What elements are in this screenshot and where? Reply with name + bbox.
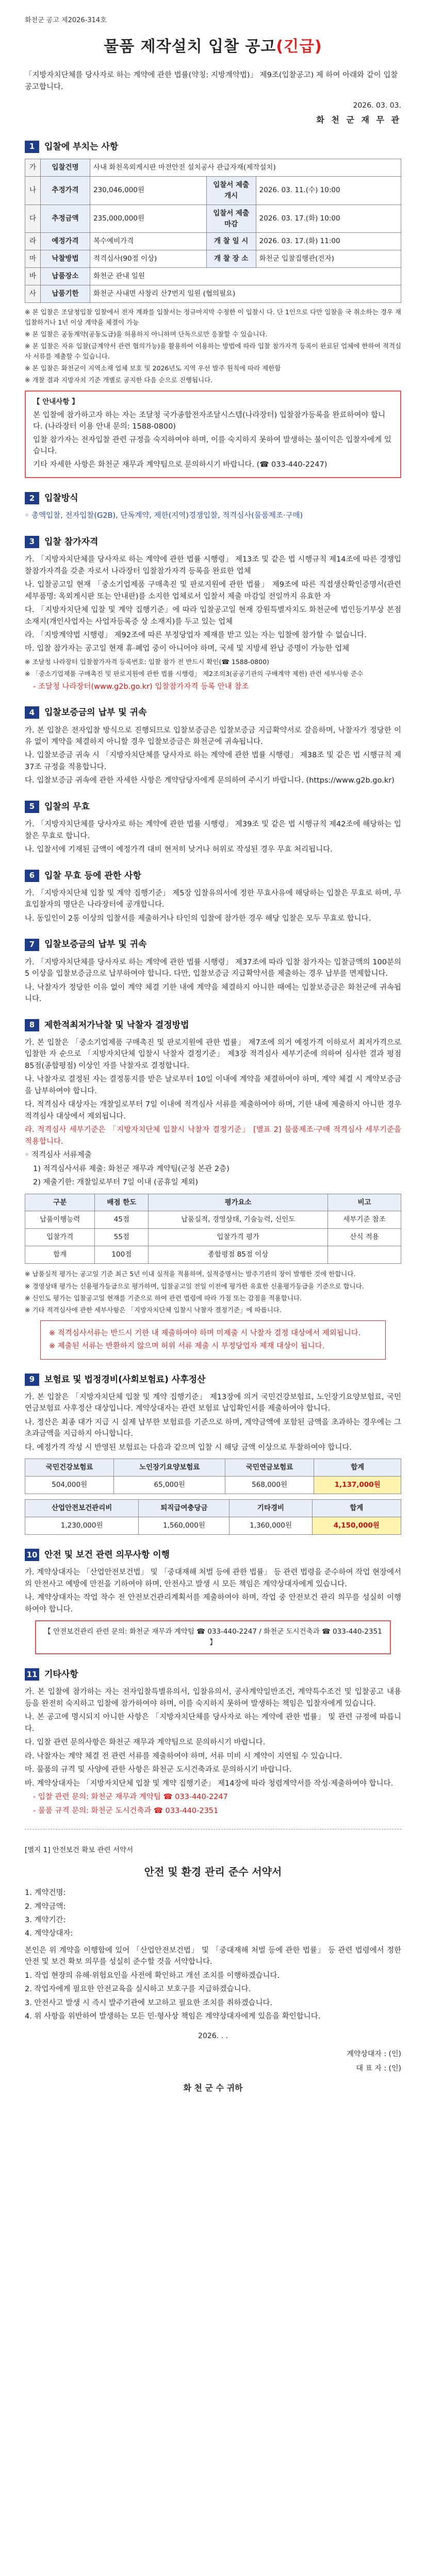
bid-info-label-2: 입찰서 제출 마감: [206, 205, 256, 233]
bid-info-value-2: 화천군 입찰집행관(전자): [256, 250, 401, 268]
annex-field: 1. 계약건명:: [25, 1889, 66, 1897]
paragraph: 가. 본 입찰은 「지방자치단체 입찰 및 계약 집행기준」 제13장에 의거 국민건강보험료, 노인장기요양보험료, 국민연금보험료 사후정산 대상입니다. 계약상대자는 관련 보험료 납입확인서를 제출하여야 합니다.: [25, 1393, 401, 1413]
paragraph: 나. 정산은 최종 대가 지급 시 실제 납부한 보험료를 기준으로 하며, 계약금액에 포함된 금액을 초과하는 경우에는 그 초과금액을 지급하지 아니합니다.: [25, 1418, 401, 1438]
price-cell: 4,150,000원: [312, 1517, 401, 1535]
eval-cell: 합계: [25, 1246, 95, 1264]
paragraph: 나. 입찰공고일 현재 「중소기업제품 구매촉진 및 판로지원에 관한 법률」 제9조에 따른 직접생산확인증명서(관련 세부품명: 옥외게시판 또는 안내판)를 소지한 업체로서 입찰서 제출 마감일 전일까지 유효한 자: [25, 581, 401, 601]
section-11-number: 11: [25, 1668, 39, 1681]
bid-info-value: 적격심사(90점 이상): [90, 250, 207, 268]
eval-cell: [328, 1246, 401, 1264]
section-9-paragraphs: [25, 1392, 401, 1453]
paragraph: 다. 입찰보증금 귀속에 관한 자세한 사항은 계약담당자에게 문의하여 주시기 바랍니다. (https://www.g2b.go.kr): [25, 776, 395, 785]
bid-info-label: 예정가격: [41, 233, 90, 250]
paragraph: 라. 「지방계약법 시행령」 제92조에 따른 부정당업자 제재를 받고 있는 자는 입찰에 참가할 수 없습니다.: [25, 631, 367, 639]
bid-info-label: 입찰건명: [41, 159, 90, 176]
bid-info-value: 사내 화천옥외게시판 마전안전 설치공사 관급자재(제작설치): [90, 159, 401, 176]
notice-box: [25, 391, 401, 478]
section-9-number: 9: [25, 1374, 39, 1386]
paragraph: 나. 낙찰자가 정당한 이유 없이 계약 체결 기한 내에 계약을 체결하지 아니한 때에는 입찰보증금은 화천군에 귀속됩니다.: [25, 983, 401, 1004]
title-urgent-tag: (긴급): [276, 38, 322, 56]
section-5-number: 5: [25, 801, 39, 813]
eval-cell: 45점: [95, 1211, 149, 1229]
section-6-header: [25, 869, 401, 883]
annex-paragraphs: [25, 1945, 401, 2023]
note-line: ※ 「중소기업제품 구매촉진 및 판로지원에 관한 법률 시행령」 제2조의3(공공기관의 구매계약 제한) 관련 세부사항 준수: [25, 670, 364, 678]
section-4-paragraphs: [25, 725, 401, 787]
bid-info-row: [25, 159, 401, 176]
eval-cell: 납품이행능력: [25, 1211, 95, 1229]
paragraph: 나. 본 공고에 명시되지 아니한 사항은 「지방자치단체를 당사자로 하는 계약에 관한 법률」 및 관련 규정에 따릅니다.: [25, 1713, 401, 1733]
section-4-title: 입찰보증금의 납부 및 귀속: [44, 707, 147, 718]
price-header-cell: 국민건강보험료: [25, 1459, 114, 1477]
annex-field: 3. 계약기간:: [25, 1916, 66, 1924]
note-line: ※ 경영상태 평가는 신용평가등급으로 평가하며, 입찰공고일 전일 이전에 평가한 유효한 신용평가등급을 기준으로 합니다.: [25, 1282, 364, 1290]
bid-info-value: 235,000,000원: [90, 205, 207, 233]
section-3-paragraphs: [25, 554, 401, 655]
bid-info-no: 나: [25, 176, 41, 205]
bid-info-label: 납품기한: [41, 285, 90, 303]
section-8-red-paragraph: 라. 적격심사 세부기준은 「지방자치단체 입찰시 낙찰자 결정기준」 [별표 2] 물품제조·구매 적격심사 세부기준을 적용합니다.: [25, 1126, 401, 1146]
bid-info-no: 라: [25, 233, 41, 250]
section-6-paragraphs: [25, 888, 401, 924]
annex-title: 안전 및 환경 관리 준수 서약서: [144, 1866, 282, 1878]
list-item: 1) 적격심사서류 제출: 화천군 재무과 계약팀(군청 본관 2층): [33, 1164, 230, 1173]
price-cell: 504,000원: [25, 1477, 114, 1494]
publication-number: 화천군 공고 제2026-314호: [25, 16, 107, 24]
section-8-warning-box: [40, 1320, 386, 1360]
note-line: ※ 기타 적격심사에 관한 세부사항은 「지방자치단체 입찰시 낙찰자 결정기준」에 따릅니다.: [25, 1306, 282, 1314]
bid-info-label: 납품장소: [41, 268, 90, 285]
safety-contact-box: 【 안전보건관리 관련 문의: 화천군 재무과 계약팀 ☎ 033-440-2247 / 화천군 도시건축과 ☎ 033-440-2351 】: [35, 1620, 391, 1654]
paragraph: 가. 「지방자치단체를 당사자로 하는 계약에 관한 법률 시행령」 제37조에 따라 입찰 참가자는 입찰금액의 100분의 5 이상을 입찰보증금으로 납부하여야 합니다. 다만, 입찰보증금 지급확약서를 제출하는 경우 납부를 면제합니다.: [25, 958, 401, 978]
annex-field: 4. 계약상대자:: [25, 1929, 73, 1938]
paragraph: 마. 입찰 참가자는 공고일 현재 휴·폐업 중이 아니어야 하며, 국세 및 지방세 완납 증명이 가능한 업체: [25, 645, 350, 653]
section-7-paragraphs: [25, 957, 401, 1005]
bid-info-row: [25, 285, 401, 303]
paragraph: 나. 입찰보증금 귀속 시 「지방자치단체를 당사자로 하는 계약에 관한 법률 시행령」 제38조 및 같은 법 시행규칙 제37조 규정을 적용합니다.: [25, 751, 401, 771]
section-2-title: 입찰방식: [44, 493, 78, 504]
paragraph: 마. 물품의 규격 및 사양에 관한 사항은 화천군 도시건축과로 문의하시기 바랍니다.: [25, 1766, 292, 1774]
bid-info-value-2: 2026. 03. 17.(화) 10:00: [256, 205, 401, 233]
section-11-contacts: [25, 1791, 401, 1817]
section-10-title: 안전 및 보건 관련 의무사항 이행: [44, 1550, 170, 1561]
section-1-notes: [25, 307, 401, 385]
table-row: [25, 1211, 401, 1229]
price-cell: 1,137,000원: [314, 1477, 401, 1494]
note-line: ※ 조달청 나라장터 입찰참가자격 등록번호: 입찰 참가 전 반드시 확인(☎ 1588-0800): [25, 657, 269, 666]
eval-header-cell: 구분: [25, 1194, 95, 1211]
bid-info-label-2: 개 찰 장 소: [206, 250, 256, 268]
bid-info-no: 다: [25, 205, 41, 233]
warning-box-lines: [49, 1328, 377, 1352]
annex-date: 2026. . .: [198, 2031, 228, 2040]
section-7-title: 입찰보증금의 납부 및 귀속: [44, 939, 147, 950]
section-8-header: [25, 1019, 401, 1032]
paragraph: 다. 입찰 관련 문의사항은 화천군 재무과 계약팀으로 문의하시기 바랍니다.: [25, 1738, 266, 1747]
eval-cell: 종합평점 85점 이상: [149, 1246, 328, 1264]
eval-cell: 입찰가격: [25, 1229, 95, 1246]
price-cell: 65,000원: [114, 1477, 225, 1494]
eval-cell: 산식 적용: [328, 1229, 401, 1246]
section-7-number: 7: [25, 939, 39, 951]
section-9-header: [25, 1373, 401, 1386]
eval-header-cell: 배점 한도: [95, 1194, 149, 1211]
section-4-number: 4: [25, 706, 39, 719]
bid-info-value: 230,046,000원: [90, 176, 207, 205]
price-cell: 1,360,000원: [230, 1517, 312, 1535]
bid-info-table: [25, 159, 401, 303]
evaluation-table: [25, 1194, 401, 1264]
section-8-number: 8: [25, 1019, 39, 1031]
bid-info-row: [25, 233, 401, 250]
annex-sign-area: [25, 2031, 401, 2095]
section-9-title: 보험료 및 법정경비(사회보험료) 사후정산: [44, 1374, 206, 1385]
section-11-title: 기타사항: [44, 1669, 78, 1680]
section-2-text: ◦ 총액입찰, 전자입찰(G2B), 단독계약, 제한(지역)경쟁입찰, 적격심사(물품제조·구매): [25, 512, 303, 520]
paragraph: 다. 「지방자치단체 입찰 및 계약 집행기준」에 따라 입찰공고일 현재 강원특별자치도 화천군에 법인등기부상 본점 소재지(개인사업자는 사업자등록증 상 소재지)를 두고 있는 업체: [25, 606, 401, 626]
price-cell: 568,000원: [225, 1477, 314, 1494]
bid-info-row: [25, 268, 401, 285]
section-7-header: [25, 938, 401, 951]
notice-date: 2026. 03. 03.: [353, 101, 401, 110]
section-10-paragraphs: [25, 1567, 401, 1615]
annex-paragraph: 3. 안전사고 발생 시 즉시 발주기관에 보고하고 필요한 조치를 취하겠습니다.: [25, 1998, 273, 2007]
section-8-notes: [25, 1269, 401, 1315]
section-10-header: [25, 1548, 401, 1562]
annex-sign-representative: 대 표 자 : (인): [356, 2064, 401, 2073]
price-cell: 1,560,000원: [139, 1517, 230, 1535]
section-2-number: 2: [25, 492, 39, 504]
section-3-header: [25, 535, 401, 549]
paragraph: 가. 본 입찰은 「중소기업제품 구매촉진 및 판로지원에 관한 법률」 제7조에 의거 예정가격 이하로서 최저가격으로 입찰한 자 순으로 「지방자치단체 입찰시 낙찰자 결정기준」 제3장 적격심사 세부기준에 의하여 심사한 결과 평점 85점(종합평점) 이상인 자를 낙찰자로 결정합니다.: [25, 1038, 401, 1070]
notice-box-title: 【 안내사항 】: [33, 397, 79, 406]
section-5-paragraphs: [25, 819, 401, 855]
bid-info-label: 추정가격: [41, 176, 90, 205]
eval-header-cell: 비고: [328, 1194, 401, 1211]
paragraph: 가. 「지방자치단체 입찰 및 계약 집행기준」 제5장 입찰유의서에 정한 무효사유에 해당하는 입찰은 무효로 하며, 무효입찰자의 명단은 나라장터에 공개합니다.: [25, 889, 401, 909]
warning-line: ※ 제출된 서류는 반환하지 않으며 허위 서류 제출 시 부정당업자 제재 대상이 됩니다.: [49, 1342, 325, 1351]
bid-info-row: [25, 205, 401, 233]
bid-info-label: 낙찰방법: [41, 250, 90, 268]
section-8-list: [25, 1163, 401, 1189]
section-4-header: [25, 706, 401, 719]
section-3-link: - 조달청 나라장터(www.g2b.go.kr) 입찰참가자격 등록 안내 참조: [33, 682, 249, 691]
section-10-number: 10: [25, 1549, 39, 1561]
box-line: 입찰 참가자는 전자입찰 관련 규정을 숙지하여야 하며, 이를 숙지하지 못하여 발생하는 불이익은 입찰자에게 있습니다.: [33, 435, 391, 456]
notice-box-lines: [33, 410, 393, 470]
note-line: ※ 본 입찰은 자유 입찰(금계약서 관련 협의가능)을 활용하여 이용하는 방법에 따라 입찰 참가자격 등록이 완료된 업체에 한하여 적격심사 서류를 제출할 수 있습니다.: [25, 342, 401, 360]
box-line: 기타 자세한 사항은 화천군 재무과 계약팀으로 문의하시기 바랍니다. (☎ 033-440-2247): [33, 460, 327, 469]
bid-info-no: 가: [25, 159, 41, 176]
paragraph: 다. 예정가격 작성 시 반영된 보험료는 다음과 같으며 입찰 시 해당 금액 이상으로 투찰하여야 합니다.: [25, 1443, 352, 1452]
note-line: ※ 신인도 평가는 입찰공고일 현재를 기준으로 하여 관련 법령에 따라 가점 또는 감점을 적용합니다.: [25, 1294, 302, 1302]
bid-info-value-2: 2026. 03. 11.(수) 10:00: [256, 176, 401, 205]
paragraph: 가. 본 입찰은 전자입찰 방식으로 진행되므로 입찰보증금은 입찰보증금 지급확약서로 갈음하며, 낙찰자가 정당한 이유 없이 계약을 체결하지 아니할 경우 입찰보증금은 화천군에 귀속됩니다.: [25, 726, 401, 746]
price-header-cell: 기타경비: [230, 1500, 312, 1517]
annex-paragraph: 1. 작업 현장의 유해·위험요인을 사전에 확인하고 개선 조치를 이행하겠습니다.: [25, 1971, 280, 1980]
warning-line: ※ 적격심사서류는 반드시 기한 내 제출하여야 하며 미제출 시 낙찰자 결정 대상에서 제외됩니다.: [49, 1329, 361, 1337]
eval-cell: 세부기준 참조: [328, 1211, 401, 1229]
section-11-header: [25, 1668, 401, 1681]
paragraph: 바. 계약상대자는 「지방자치단체 입찰 및 계약 집행기준」 제14장에 따라 청렴계약서를 작성·제출하여야 합니다.: [25, 1779, 394, 1788]
contact-line: - 입찰 관련 문의: 화천군 재무과 계약팀 ☎ 033-440-2247: [33, 1793, 228, 1802]
price-header-cell: 합계: [314, 1459, 401, 1477]
bid-info-no: 바: [25, 268, 41, 285]
eval-header-cell: 평가요소: [149, 1194, 328, 1211]
expense-price-table: [25, 1499, 401, 1535]
box-line: 본 입찰에 참가하고자 하는 자는 조달청 국가종합전자조달시스템(나라장터) 입찰참가등록을 완료하여야 합니다. (나라장터 이용 안내 문의: 1588-0800): [33, 411, 386, 431]
price-header-cell: 산업안전보건관리비: [25, 1500, 139, 1517]
annex-field: 2. 계약금액:: [25, 1902, 66, 1911]
bid-info-no: 마: [25, 250, 41, 268]
price-cell: 1,230,000원: [25, 1517, 139, 1535]
paragraph: 가. 본 입찰에 참가하는 자는 전자입찰특별유의서, 입찰유의서, 공사계약일반조건, 계약특수조건 및 입찰공고 내용 등을 완전히 숙지하고 입찰에 참가하여야 하며, 이를 숙지하지 못하여 발생하는 책임은 입찰자에게 있습니다.: [25, 1688, 401, 1708]
annex-fields: [25, 1887, 401, 1940]
paragraph: 나. 입찰서에 기재된 금액이 예정가격 대비 현저히 낮거나 허위로 작성된 경우 무효 처리됩니다.: [25, 845, 333, 854]
eval-cell: 55점: [95, 1229, 149, 1246]
paragraph: 나. 계약상대자는 작업 착수 전 안전보건관리계획서를 제출하여야 하며, 작업 중 안전보건 관리 의무를 성실히 이행하여야 합니다.: [25, 1594, 401, 1614]
annex-paragraph: 본인은 위 계약을 이행함에 있어 「산업안전보건법」 및 「중대재해 처벌 등에 관한 법률」 등 관련 법령에서 정한 안전 및 보건 확보 의무를 성실히 준수할 것을 서약합니다.: [25, 1946, 401, 1967]
section-11-paragraphs: [25, 1686, 401, 1789]
bid-info-value: 화천군 관내 일원: [90, 268, 401, 285]
price-header-cell: 노인장기요양보험료: [114, 1459, 225, 1477]
signer: 화 천 군 재 무 관: [316, 114, 401, 125]
paragraph: 나. 동일인이 2통 이상의 입찰서를 제출하거나 타인의 입찰에 참가한 경우 해당 입찰은 모두 무효로 합니다.: [25, 914, 371, 923]
bid-info-value: 화천군 사내면 사창리 산7번지 일원 (협의필요): [90, 285, 401, 303]
price-header-cell: 퇴직급여충당금: [139, 1500, 230, 1517]
section-8-list-title: ◦ 적격심사 서류제출: [25, 1151, 92, 1160]
table-row: [25, 1246, 401, 1264]
annex-paragraph: 2. 작업자에게 필요한 안전교육을 실시하고 보호구를 지급하겠습니다.: [25, 1985, 251, 1994]
bid-info-label: 추정금액: [41, 205, 90, 233]
bid-info-row: [25, 176, 401, 205]
contact-line: - 물품 규격 문의: 화천군 도시건축과 ☎ 033-440-2351: [33, 1806, 219, 1815]
section-5-header: [25, 800, 401, 814]
section-3-notes: [25, 657, 401, 679]
paragraph: 가. 계약상대자는 「산업안전보건법」 및 「중대재해 처벌 등에 관한 법률」 등 관련 법령을 준수하여 작업 현장에서의 안전사고 예방에 만전을 기하여야 하며, 안전사고 발생 시 모든 책임은 계약상대자에게 있습니다.: [25, 1568, 401, 1588]
section-6-number: 6: [25, 870, 39, 882]
price-header-cell: 합계: [312, 1500, 401, 1517]
eval-cell: 납품실적, 경영상태, 기술능력, 신인도: [149, 1211, 328, 1229]
section-3-number: 3: [25, 536, 39, 548]
intro-text: 「지방자치단체를 당사자로 하는 계약에 관한 법률(약칭: 지방계약법)」 제9조(입찰공고) 제 하여 아래와 같이 입찰 공고합니다.: [25, 71, 398, 91]
eval-cell: 100점: [95, 1246, 149, 1264]
annex-sign-contractor: 계약상대자 : (인): [347, 2050, 401, 2059]
paragraph: 가. 「지방자치단체를 당사자로 하는 계약에 관한 법률 시행령」 제13조 및 같은 법 시행규칙 제14조에 따른 경쟁입찰참가자격을 갖춘 자로서 나라장터 입찰참가자격 등록을 완료한 업체: [25, 555, 402, 575]
paragraph: 다. 적격심사 대상자는 개찰일로부터 7일 이내에 적격심사 서류를 제출하여야 하며, 기한 내에 제출하지 아니한 경우 적격심사 대상에서 제외됩니다.: [25, 1100, 401, 1121]
section-3-title: 입찰 참가자격: [44, 536, 99, 547]
bid-info-value-2: 2026. 03. 17.(화) 11:00: [256, 233, 401, 250]
document-title: [25, 35, 401, 59]
bid-info-label-2: 입찰서 제출 개시: [206, 176, 256, 205]
annex-paragraph: 4. 위 사항을 위반하여 발생하는 모든 민·형사상 책임은 계약상대자에게 있음을 확인합니다.: [25, 2012, 321, 2021]
section-6-title: 입찰 무효 등에 관한 사항: [44, 870, 141, 881]
note-line: ※ 본 입찰은 공동계약(공동도급)을 허용하지 아니하며 단독으로만 응찰할 수 있습니다.: [25, 330, 268, 338]
paragraph: 라. 낙찰자는 계약 체결 전 관련 서류를 제출하여야 하며, 서류 미비 시 계약이 지연될 수 있습니다.: [25, 1752, 342, 1760]
note-line: ※ 본 입찰은 화천군이 지역소재 업체 보호 및 2026년도 지역 우선 발주 원칙에 따라 제한함: [25, 364, 281, 372]
bid-info-value: 복수예비가격: [90, 233, 207, 250]
eval-cell: 입찰가격 평가: [149, 1229, 328, 1246]
section-8-paragraphs: [25, 1037, 401, 1122]
paragraph: 나. 낙찰자로 결정된 자는 결정통지를 받은 날로부터 10일 이내에 계약을 체결하여야 하며, 계약 체결 시 계약보증금을 납부하여야 합니다.: [25, 1075, 401, 1095]
list-item: 2) 제출기한: 개찰일로부터 7일 이내 (공휴일 제외): [33, 1178, 199, 1187]
paragraph: 가. 「지방자치단체를 당사자로 하는 계약에 관한 법률 시행령」 제39조 및 같은 법 시행규칙 제42조에 해당하는 입찰은 무효로 합니다.: [25, 820, 401, 840]
bid-info-label-2: 개 찰 일 시: [206, 233, 256, 250]
insurance-price-table: [25, 1459, 401, 1494]
section-2-header: [25, 492, 401, 505]
note-line: ※ 개찰 결과 지방자치 기준 개별로 공지한 다음 순으로 진행됩니다.: [25, 376, 213, 384]
annex-footer: 화 천 군 수 귀하: [183, 2082, 243, 2093]
annex-heading: [별지 1] 안전보건 확보 관련 서약서: [25, 1846, 134, 1855]
table-row: [25, 1229, 401, 1246]
title-main: 물품 제작설치 입찰 공고: [104, 38, 276, 56]
bid-info-row: [25, 250, 401, 268]
section-1-title: 입찰에 부치는 사항: [44, 141, 119, 152]
section-1-header: [25, 140, 401, 154]
bid-info-no: 사: [25, 285, 41, 303]
section-8-title: 제한적최저가낙찰 및 낙찰자 결정방법: [44, 1020, 189, 1030]
price-header-cell: 국민연금보험료: [225, 1459, 314, 1477]
section-1-number: 1: [25, 141, 39, 153]
note-line: ※ 본 입찰은 조달청입찰 입찰에서 전자 계좌를 입찰서는 정규마지막 수정한 이 입찰시 다. 단 1인으로 다만 입찰을 국 취소하는 경우 재입찰하거나 1년 이상 계약을 체결이 가능: [25, 308, 401, 326]
note-line: ※ 납품실적 평가는 공고일 기준 최근 5년 이내 실적을 적용하며, 실적증명서는 발주기관의 장이 발행한 것에 한합니다.: [25, 1270, 356, 1278]
section-5-title: 입찰의 무효: [44, 801, 90, 812]
